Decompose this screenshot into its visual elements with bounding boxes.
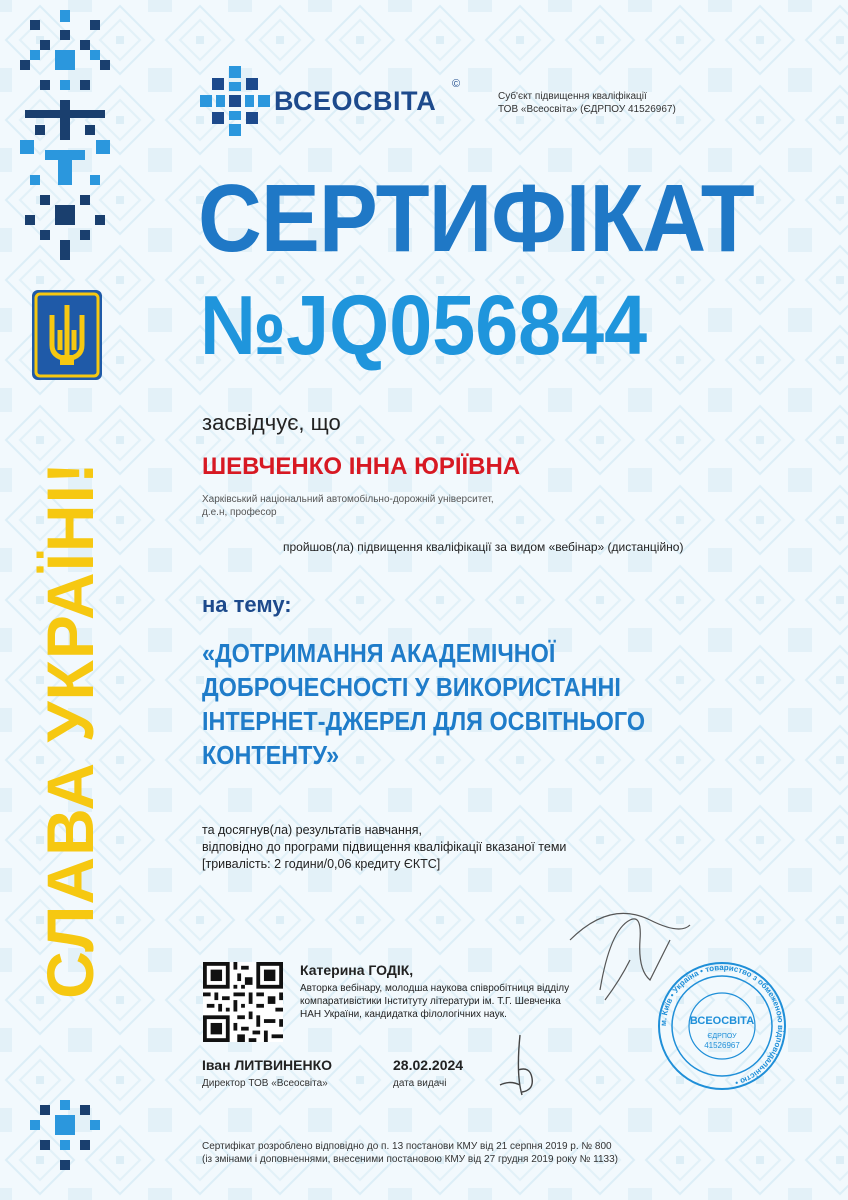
issue-date-label: дата видачі: [393, 1078, 447, 1089]
author-role: [300, 982, 569, 1021]
affiliation-line1: Харківський національний автомобільно-дорожній університет,: [202, 494, 494, 505]
director-signature: [490, 1030, 560, 1100]
affiliation-line2: д.е.н, професор: [202, 507, 277, 518]
author-name: Катерина ГОДІК,: [300, 962, 414, 978]
director-role: Директор ТОВ «Всеосвіта»: [202, 1078, 328, 1089]
stamp-code-label: ЄДРПОУ: [707, 1033, 737, 1040]
topic-line: КОНТЕНТУ»: [202, 740, 340, 770]
certifies-text: засвідчує, що: [202, 410, 341, 435]
author-role-line: Авторка вебінару, молодша наукова співробітниця відділу: [300, 983, 570, 994]
course-topic: [202, 636, 724, 772]
author-block: [300, 962, 569, 1021]
recipient-affiliation: [202, 493, 494, 519]
certificate-number: №JQ056844: [200, 278, 648, 372]
issuer-line2: ТОВ «Всеосвіта» (ЄДРПОУ 41526967): [498, 104, 676, 115]
logo-name: ВСЕОСВІТА: [274, 86, 437, 116]
footer-line1: Сертифікат розроблено відповідно до п. 13 постанови КМУ від 21 серпня 2019 р. № 800: [202, 1141, 612, 1152]
stamp-code-number: 41526967: [704, 1041, 740, 1050]
qr-code[interactable]: [203, 962, 283, 1042]
logo-copyright: ©: [452, 78, 461, 90]
legal-footer: [202, 1140, 618, 1166]
certificate-title: СЕРТИФІКАТ: [198, 165, 754, 272]
slava-ukraini-banner: СЛАВА УКРАЇНІ!: [33, 461, 107, 999]
director-name: Іван ЛИТВИНЕНКО: [202, 1057, 333, 1073]
snowflake-ornament-icon: [200, 66, 270, 136]
topic-line: ДОБРОЧЕСНОСТІ У ВИКОРИСТАННІ: [202, 672, 621, 702]
results-line: відповідно до програми підвищення кваліфікації вказаної теми: [202, 840, 567, 854]
on-topic-label: на тему:: [202, 592, 292, 617]
topic-line: «ДОТРИМАННЯ АКАДЕМІЧНОЇ: [202, 638, 556, 668]
stamp-ring-text: м. Київ • Україна • товариство з обмеженою відповідальністю •: [658, 962, 786, 1088]
issue-date: 28.02.2024: [393, 1057, 464, 1073]
footer-line2: (із змінами і доповненнями, внесеними постановою КМУ від 27 грудня 2019 року № 1133): [202, 1154, 619, 1165]
passed-text: пройшов(ла) підвищення кваліфікації за видом «вебінар» (дистанційно): [283, 540, 684, 554]
issuer-line1: Суб'єкт підвищення кваліфікації: [498, 91, 647, 102]
snowflake-ornament-icon: [20, 10, 110, 260]
author-role-line: НАН України, кандидатка філологічних наук.: [300, 1009, 507, 1020]
bottom-ornament-icon: [30, 1100, 100, 1170]
recipient-name: ШЕВЧЕНКО ІННА ЮРІЇВНА: [202, 453, 521, 480]
topic-line: ІНТЕРНЕТ-ДЖЕРЕЛ ДЛЯ ОСВІТНЬОГО: [202, 706, 646, 736]
issuer-info: [498, 90, 676, 116]
trident-icon: [32, 290, 102, 380]
results-line: та досягнув(ла) результатів навчання,: [202, 823, 423, 837]
company-stamp: [656, 960, 788, 1092]
results-text: [202, 822, 566, 873]
results-line: [тривалість: 2 години/0,06 кредиту ЄКТС]: [202, 857, 441, 871]
author-role-line: компаративістики Інституту літератури ім. Т.Г. Шевченка: [300, 996, 561, 1007]
stamp-center-text: ВСЕОСВІТА: [689, 1015, 755, 1027]
